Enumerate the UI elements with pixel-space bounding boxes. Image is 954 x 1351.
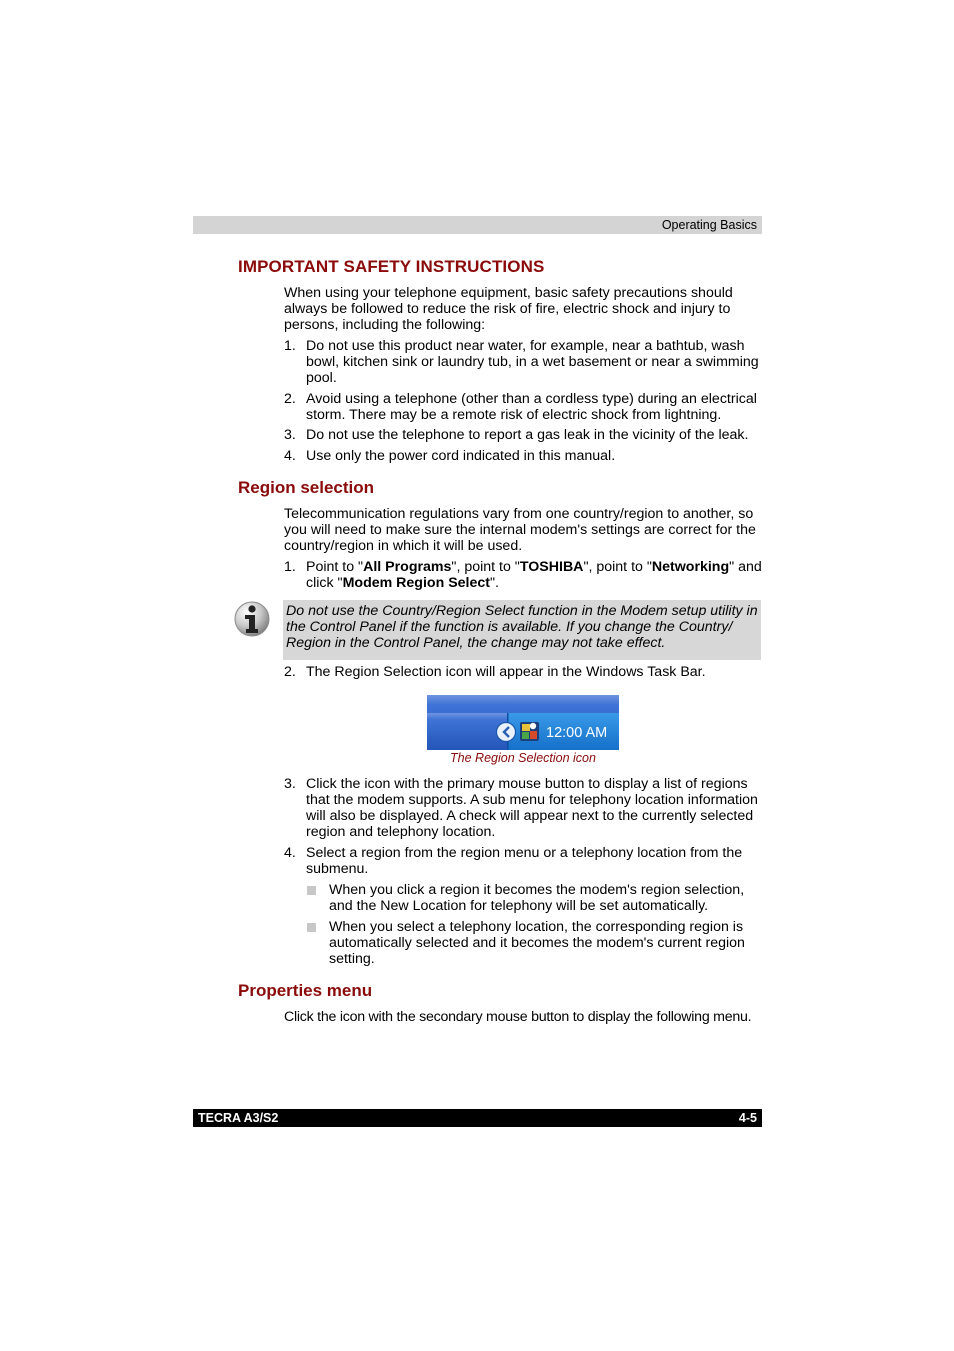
menu-path-networking: Networking <box>651 559 730 575</box>
info-icon <box>233 599 271 639</box>
region-step-1: 1. Point to "All Programs", point to "TOSHIBA", point to "Networking" and click "Modem Region Select". <box>284 559 762 591</box>
safety-intro: When using your telephone equipment, basic safety precautions should always be followed to reduce the risk of fire, electric shock and injury to persons, including the following: <box>284 285 733 333</box>
menu-path-modem-region-select: Modem Region Select <box>342 575 490 591</box>
note-text: Do not use the Country/Region Select function in the Modem setup utility in the Control Panel if the function is available. If you change the Country/ Region in the Control Panel, the change may not take effect. <box>286 603 758 651</box>
taskbar-screenshot <box>427 695 619 750</box>
safety-item: 3. Do not use the telephone to report a gas leak in the vicinity of the leak. <box>284 427 749 443</box>
properties-text: Click the icon with the secondary mouse button to display the following menu. <box>284 1009 752 1025</box>
footer-model: TECRA A3/S2 <box>198 1111 279 1125</box>
region-step-3: 3. Click the icon with the primary mouse button to display a list of regions that the modem supports. A sub menu for telephony location information will also be displayed. A check will appear next to the currently selected region and telephony location. <box>284 776 758 840</box>
figure-caption: The Region Selection icon <box>450 751 596 765</box>
bullet-item: When you click a region it becomes the modem's region selection, and the New Location for telephony will be set automatically. <box>306 882 764 914</box>
region-selection-icon[interactable] <box>520 722 539 741</box>
region-step-4: 4. Select a region from the region menu or a telephony location from the submenu. <box>284 845 743 877</box>
bullet-item: When you select a telephony location, the corresponding region is automatically selected and it becomes the modem's current region setting. <box>306 919 764 967</box>
menu-path-toshiba: TOSHIBA <box>519 559 584 575</box>
page-header <box>193 216 762 234</box>
page-footer <box>193 1109 762 1127</box>
region-step-2: 2. The Region Selection icon will appear in the Windows Task Bar. <box>284 664 706 680</box>
chevron-left-icon[interactable] <box>497 723 516 742</box>
bullet-square-icon <box>307 886 316 895</box>
safety-heading: IMPORTANT SAFETY INSTRUCTIONS <box>238 257 545 276</box>
safety-item: 1. Do not use this product near water, for example, near a bathtub, wash bowl, kitchen sink or laundry tub, in a wet basement or near a swimming pool. <box>284 338 759 386</box>
header-section-title: Operating Basics <box>661 218 757 232</box>
region-intro: Telecommunication regulations vary from one country/region to another, so you will need to make sure the internal modem's settings are correct for the country/region in which it will be used. <box>284 506 756 554</box>
page-number: 4-5 <box>738 1111 757 1125</box>
taskbar-clock[interactable]: 12:00 AM <box>546 725 608 741</box>
properties-heading: Properties menu <box>238 981 373 1000</box>
region-heading: Region selection <box>238 478 375 497</box>
safety-item: 4. Use only the power cord indicated in this manual. <box>284 448 616 464</box>
menu-path-all-programs: All Programs <box>363 559 452 575</box>
safety-item: 2. Avoid using a telephone (other than a cordless type) during an electrical storm. There may be a remote risk of electric shock from lightning. <box>284 391 757 423</box>
bullet-square-icon <box>307 923 316 932</box>
